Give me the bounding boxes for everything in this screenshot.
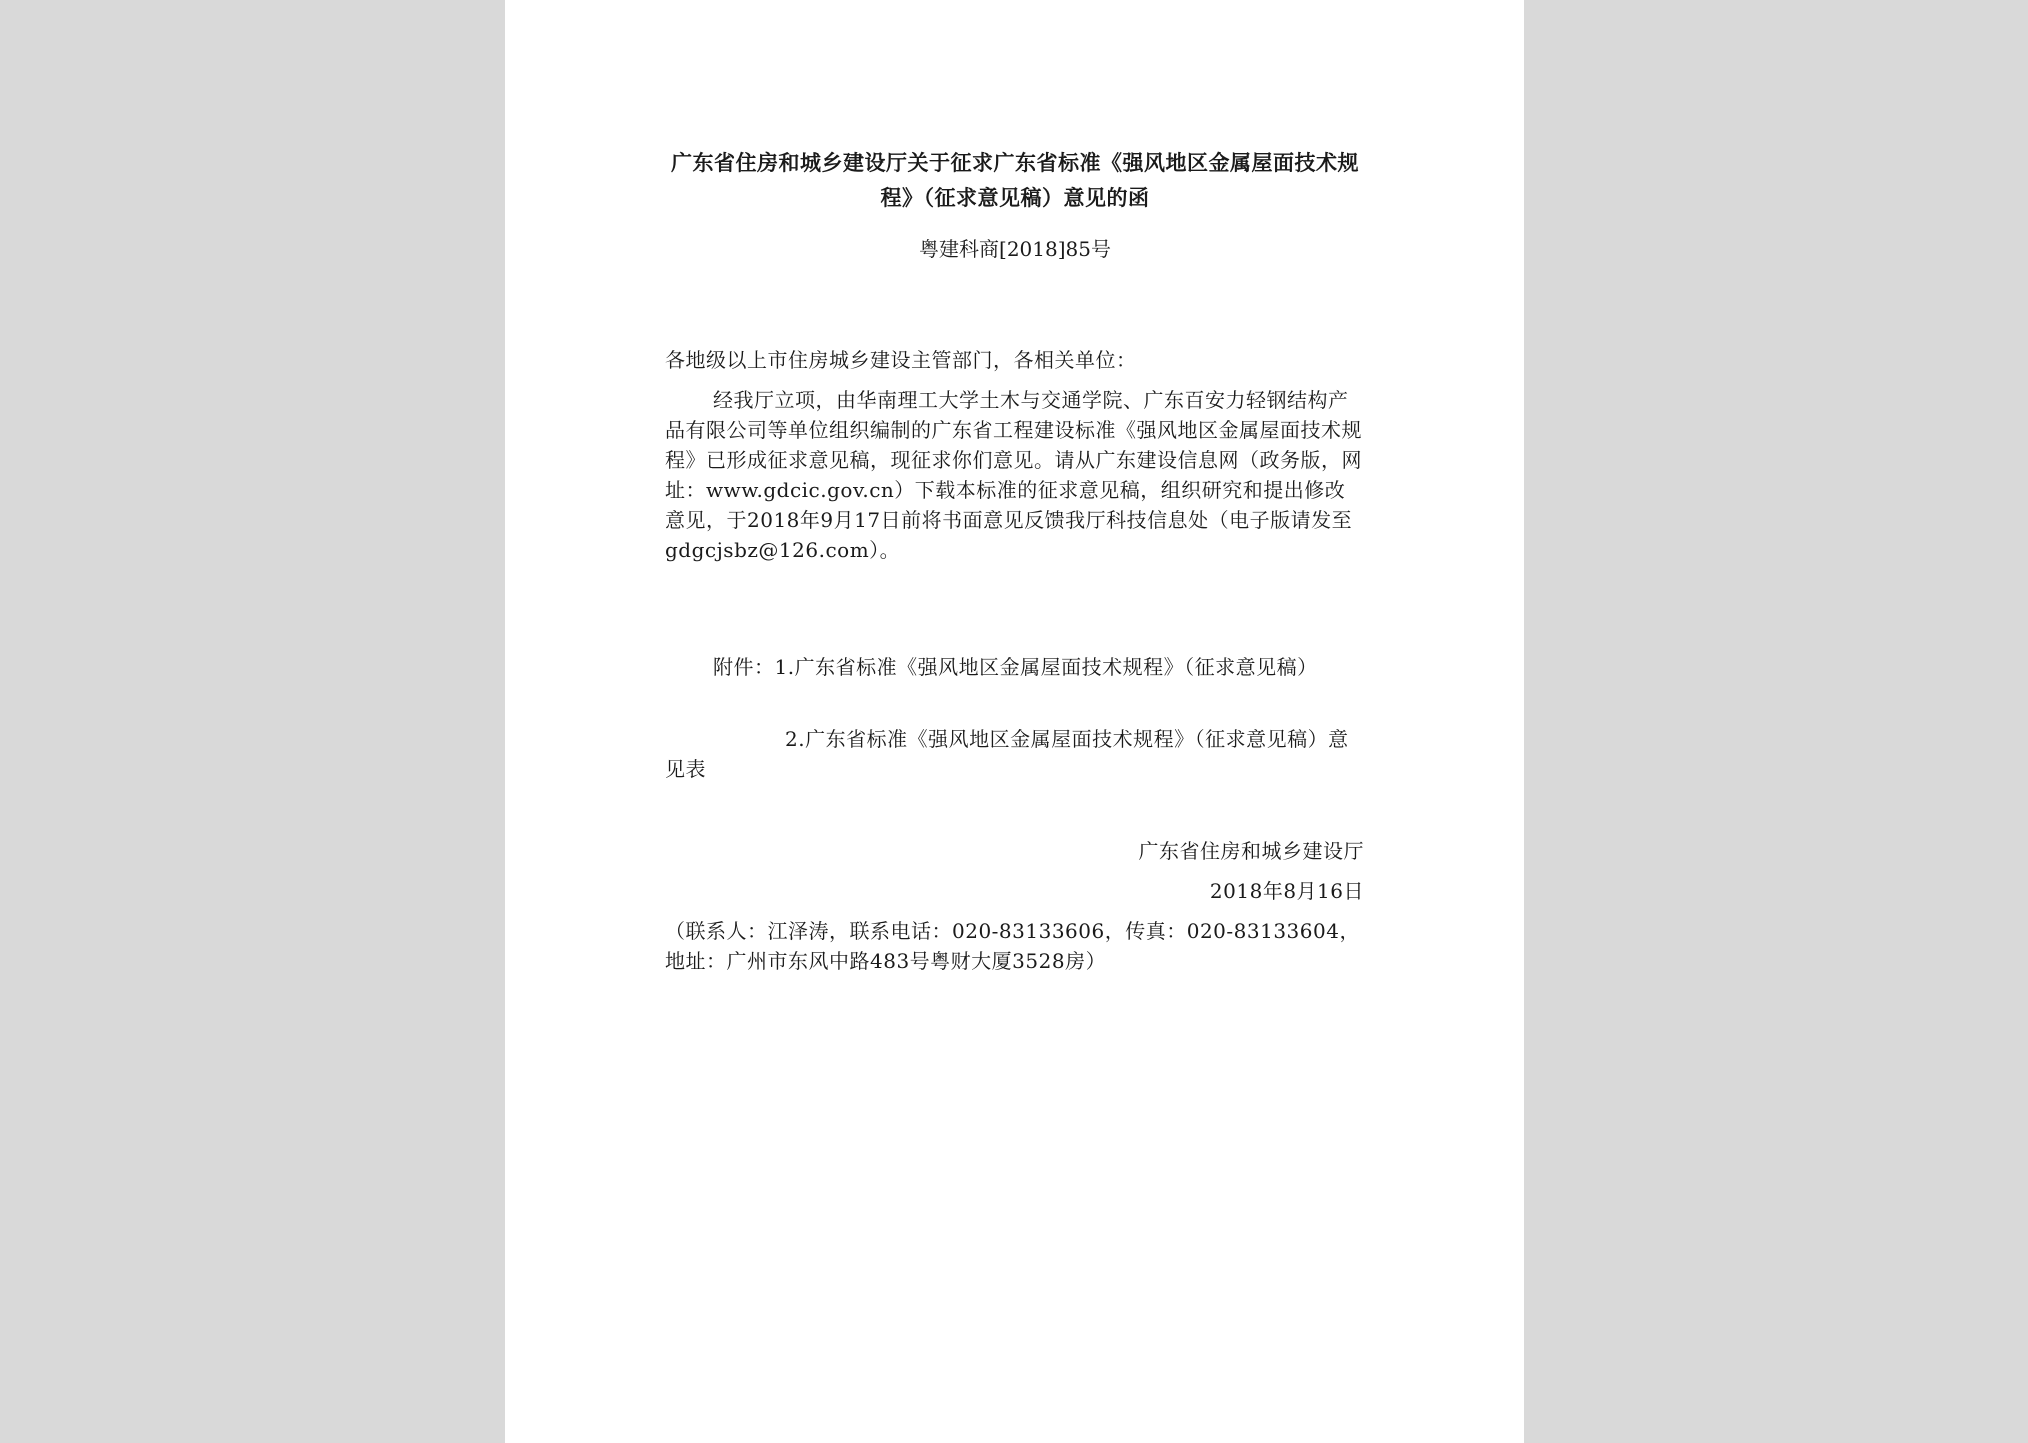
issue-date: 2018年8月16日 — [1209, 879, 1364, 903]
contact-info: （联系人：江泽涛，联系电话：020-83133606，传真：020-83133604，地址：广州市东风中路483号粤财大厦3528房） — [665, 919, 1360, 973]
attachment-1: 附件：1.广东省标准《强风地区金属屋面技术规程》（征求意见稿） — [713, 655, 1318, 679]
document-title: 广东省住房和城乡建设厅关于征求广东省标准《强风地区金属屋面技术规程》（征求意见稿）意见的函 — [671, 151, 1359, 210]
sender-signature: 广东省住房和城乡建设厅 — [1138, 839, 1364, 863]
document-page — [505, 0, 1524, 1443]
attachment-2: 2.广东省标准《强风地区金属屋面技术规程》（征求意见稿）意见表 — [665, 727, 1349, 781]
document-number: 粤建科商[2018]85号 — [919, 237, 1111, 261]
salutation: 各地级以上市住房城乡建设主管部门，各相关单位： — [665, 348, 1137, 372]
body-paragraph: 经我厅立项，由华南理工大学土木与交通学院、广东百安力轻钢结构产品有限公司等单位组织编制的广东省工程建设标准《强风地区金属屋面技术规程》已形成征求意见稿，现征求你们意见。请从广东建设信息网（政务版，网址：www.gdcic.gov.cn）下载本标准的征求意见稿，组织研究和提出修改意见，于2018年9月17日前将书面意见反馈我厅科技信息处（电子版请发至gdgcjsbz@126.com）。 — [665, 388, 1362, 562]
